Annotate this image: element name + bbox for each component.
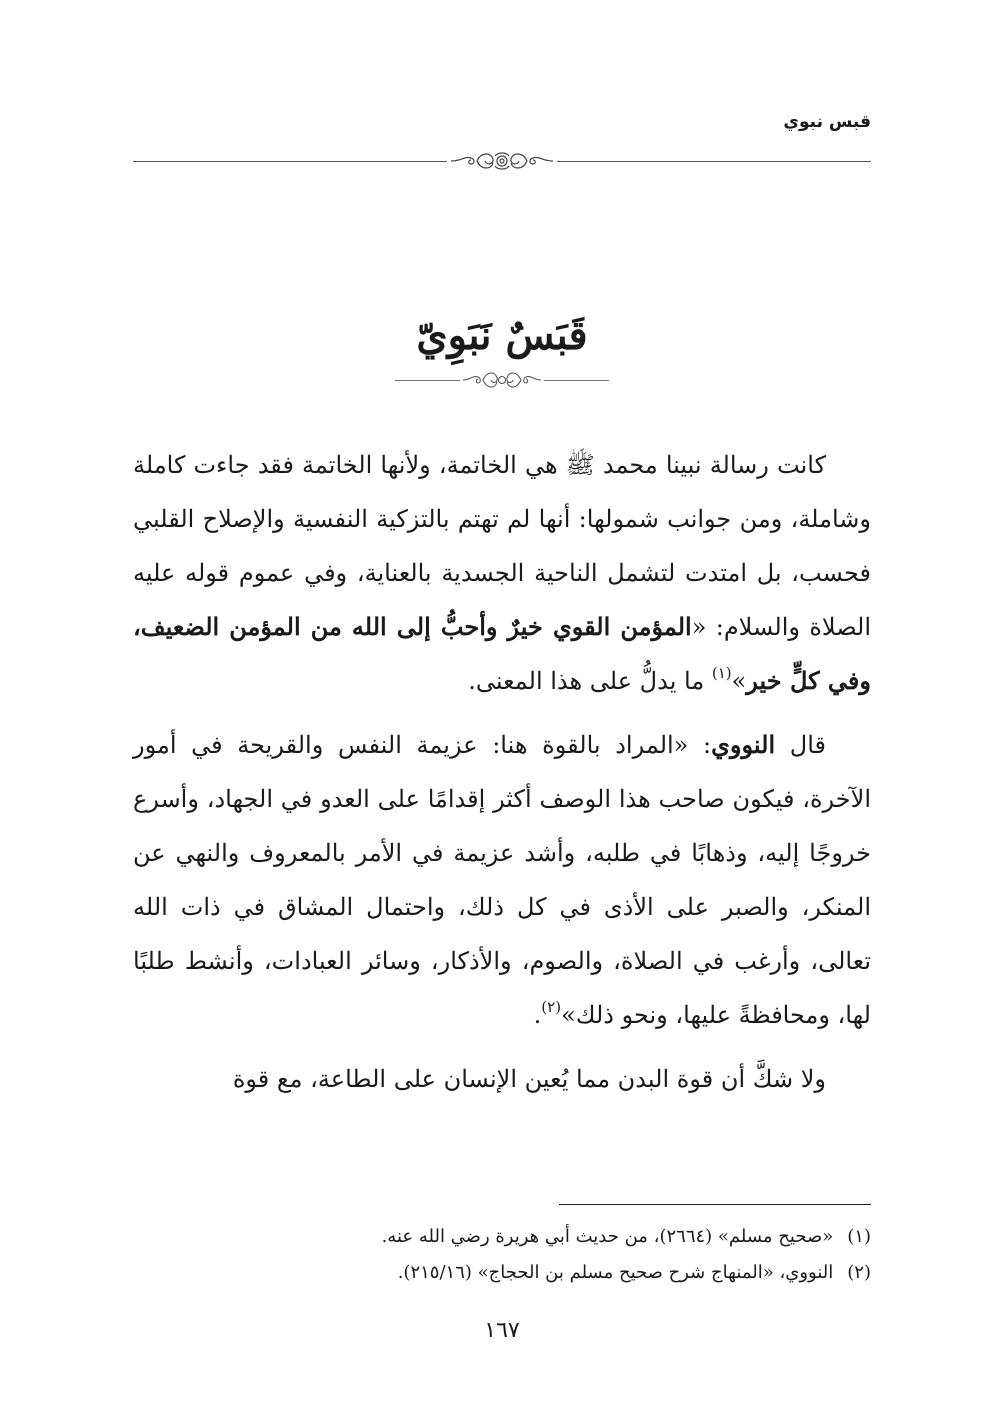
footnote-1 [133, 1219, 871, 1255]
footnote-number: (١) [847, 1226, 871, 1247]
chapter-title: قَبَسٌ نَبَوِيّ [416, 312, 588, 359]
footnote-ref[interactable]: (٢) [541, 998, 562, 1016]
footnote-text: النووي، «المنهاج شرح صحيح مسلم بن الحجاج» (٢١٥/١٦). [397, 1262, 834, 1283]
text: ما يدلُّ على هذا المعنى. [468, 667, 712, 695]
running-header: قبس نبوي [783, 112, 871, 132]
body-text [133, 438, 871, 1106]
footnotes [133, 1219, 871, 1291]
footnote-ref[interactable]: (١) [711, 664, 732, 682]
footnote-number: (٢) [847, 1262, 871, 1283]
text: كانت رسالة نبينا محمد ﷺ هي الخاتمة، ولأنها الخاتمة فقد جاءت كاملة وشاملة، ومن جوانب شمولها: أنها لم تهتم بالتزكية النفسية والإصلاح القلبي فحسب، بل امتدت لتشمل الناحية الجسدية بالعناية، وفي عموم قوله عليه الصلاة والسلام: « [133, 451, 872, 641]
text: قال [775, 731, 826, 759]
text: : «المراد بالقوة هنا: عزيمة النفس والقريحة في أمور الآخرة، فيكون صاحب هذا الوصف أكثر إقدامًا على العدو في الجهاد، وأسرع خروجًا إليه، وذهابًا في طلبه، وأشد عزيمة في الأمر بالمعروف والنهي عن المنكر، والصبر على الأذى في كل ذلك، واحتمال المشاق في ذات الله تعالى، وأرغب في الصلاة، والصوم، والأذكار، وسائر العبادات، وأنشط طلبًا لها، ومحافظةً عليها، ونحو ذلك» [133, 731, 871, 1029]
author-name: النووي [711, 730, 776, 759]
footnote-2 [133, 1255, 871, 1291]
text: . [533, 1001, 542, 1029]
hadith-quote: المؤمن القوي خيرٌ وأحبُّ إلى الله من المؤمن الضعيف، وفي كلٍّ خير [133, 612, 871, 695]
paragraph-2 [133, 718, 871, 1042]
page-number: ١٦٧ [484, 1318, 520, 1343]
floral-divider-icon [460, 368, 544, 392]
footnote-text: «صحيح مسلم» (٢٦٦٤)، من حديث أبي هريرة رضي الله عنه. [381, 1226, 834, 1247]
footnote-rule [559, 1204, 871, 1205]
paragraph-3 [133, 1052, 871, 1106]
text: ولا شكَّ أن قوة البدن مما يُعين الإنسان على الطاعة، مع قوة [232, 1065, 826, 1093]
text: » [731, 667, 747, 695]
paragraph-1 [133, 438, 871, 708]
floral-divider-icon [447, 148, 557, 174]
